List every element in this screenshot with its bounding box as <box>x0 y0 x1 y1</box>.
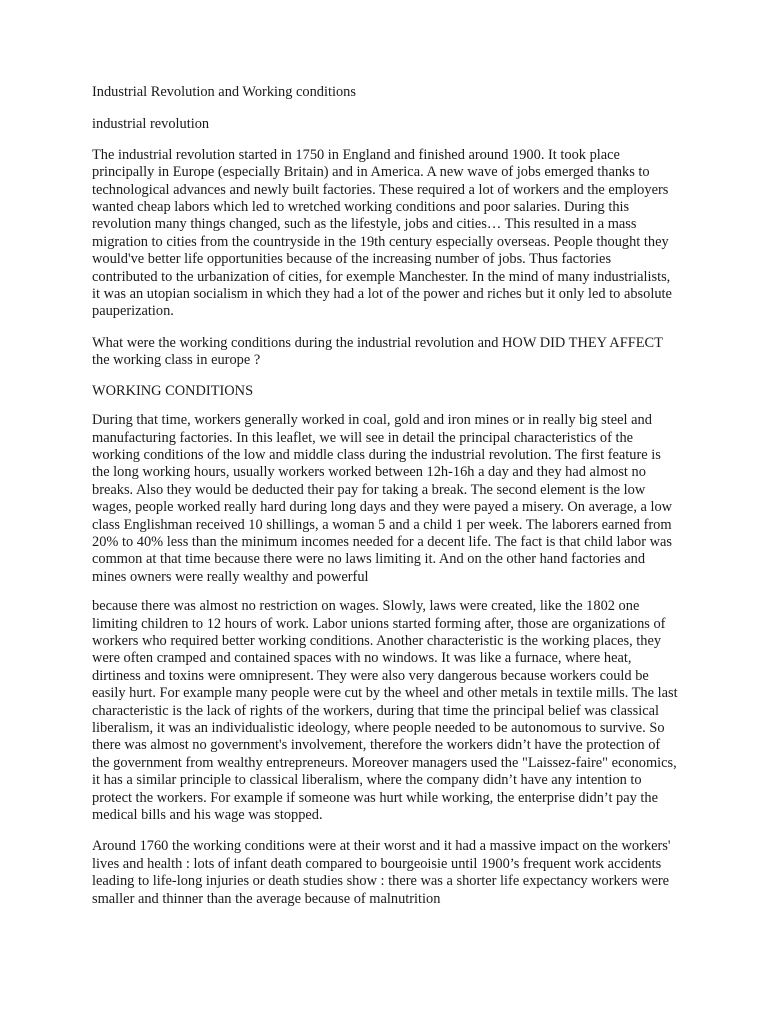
document-page <box>92 84 678 908</box>
document-title: Industrial Revolution and Working conditions <box>92 84 356 100</box>
body-paragraph-2: because there was almost no restriction on wages. Slowly, laws were created, like the 1802 one limiting children to 12 hours of work. Labor unions started forming after, those are organizations of workers who required better working conditions. Another characteristic is the working places, they were often cramped and contained spaces with no windows. It was like a furnace, where heat, dirtiness and toxins were omnipresent. They were also very dangerous because workers could be easily hurt. For example many people were cut by the wheel and other metals in textile mills. The last characteristic is the lack of rights of the workers, during that time the principal belief was classical liberalism, it was an individualistic ideology, where people needed to be autonomous to survive. So there was almost no government's involvement, therefore the workers didn’t have the protection of the government from wealthy entrepreneurs. Moreover managers used the "Laissez-faire" economics, it has a similar principle to classical liberalism, where the company didn’t have any intention to protect the workers. For example if someone was hurt while working, the enterprise didn’t pay the medical bills and his wage was stopped. <box>92 598 678 824</box>
intro-paragraph: The industrial revolution started in 1750 in England and finished around 1900. It took place principally in Europe (especially Britain) and in America. A new wave of jobs emerged thanks to technological advances and newly built factories. These required a lot of workers and the employers wanted cheap labors which led to wretched working conditions and poor salaries. During this revolution many things changed, such as the lifestyle, jobs and cities… This resulted in a mass migration to cities from the countryside in the 19th century especially overseas. People thought they would've better life opportunities because of the increasing number of jobs. Thus factories contributed to the urbanization of cities, for exemple Manchester. In the mind of many industrialists, it was an utopian socialism in which they had a lot of the power and riches but it only led to absolute pauperization. <box>92 146 672 320</box>
section-heading: WORKING CONDITIONS <box>92 382 254 399</box>
body-paragraph-3: Around 1760 the working conditions were at their worst and it had a massive impact on the workers' lives and health : lots of infant death compared to bourgeoisie until 1900’s frequent work accidents leading to life-long injuries or death studies show : there was a shorter life expectancy workers were smaller and thinner than the average because of malnutrition <box>92 838 671 907</box>
research-question: What were the working conditions during the industrial revolution and HOW DID THEY AFFECT the working class in europe ? <box>92 334 663 369</box>
body-paragraph-1: During that time, workers generally worked in coal, gold and iron mines or in really big steel and manufacturing factories. In this leaflet, we will see in detail the principal characteristics of the working conditions of the low and middle class during the industrial revolution. The first feature is the long working hours, usually workers worked between 12h-16h a day and they had almost no breaks. Also they would be deducted their pay for taking a break. The second element is the low wages, people worked really hard during long days and they were payed a misery. On average, a low class Englishman received 10 shillings, a woman 5 and a child 1 per week. The laborers earned from 20% to 40% less than the minimum incomes needed for a decent life. The fact is that child labor was common at that time because there were no laws limiting it. And on the other hand factories and mines owners were really wealthy and powerful <box>92 412 673 585</box>
document-subtitle: industrial revolution <box>92 116 210 133</box>
